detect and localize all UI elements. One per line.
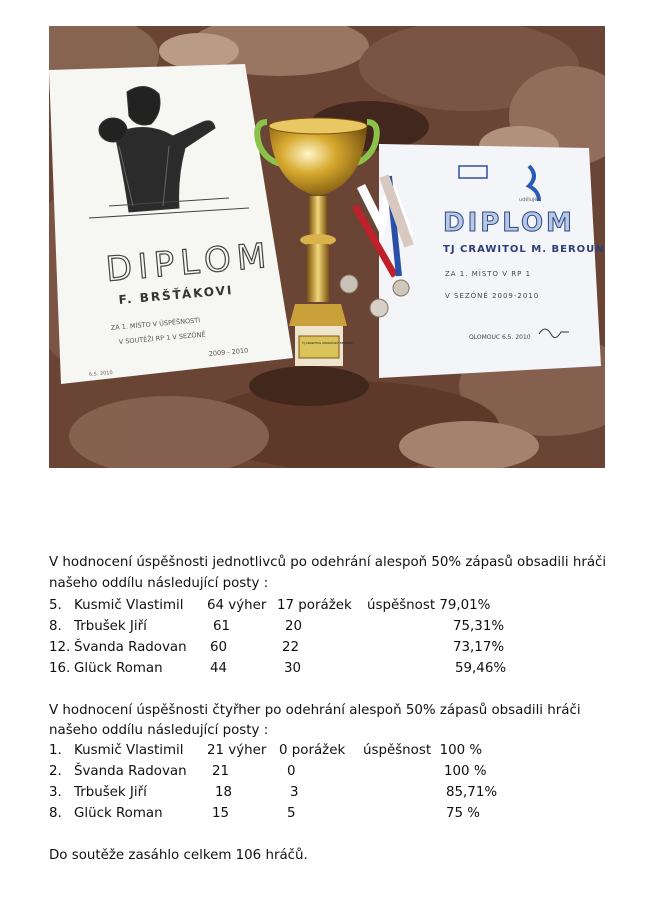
wins: 21 <box>212 764 230 779</box>
table-row <box>49 659 609 679</box>
table-row <box>49 638 609 658</box>
rank: 8. <box>49 806 62 821</box>
rank: 16. <box>49 661 71 676</box>
success-rate: 100 % <box>444 764 487 779</box>
section2-intro-line2: našeho oddílu následující posty : <box>49 723 269 738</box>
svg-text:V SOUTĚŽI RP 1 V SEZÓNĚ: V SOUTĚŽI RP 1 V SEZÓNĚ <box>118 330 206 346</box>
rank: 8. <box>49 619 62 634</box>
success-rate: úspěšnost 79,01% <box>367 598 491 613</box>
award-photo <box>49 26 605 468</box>
player-name: Trbušek Jiří <box>74 785 147 800</box>
losses: 0 porážek <box>279 743 346 758</box>
player-name: Glück Roman <box>74 806 163 821</box>
svg-text:V SEZÓNĚ 2009-2010: V SEZÓNĚ 2009-2010 <box>445 292 540 300</box>
section1-intro-line1: V hodnocení úspěšnosti jednotlivců po odehrání alespoň 50% zápasů obsadili hráči <box>49 555 607 570</box>
svg-text:DIPLOM: DIPLOM <box>443 208 575 238</box>
svg-text:ZA 1. MÍSTO V ÚSPĚŠNOSTI: ZA 1. MÍSTO V ÚSPĚŠNOSTI <box>110 316 201 332</box>
wins: 64 výher <box>207 598 267 613</box>
player-name: Kusmič Vlastimil <box>74 743 184 758</box>
svg-text:6.5. 2010: 6.5. 2010 <box>88 369 113 378</box>
svg-text:2009 - 2010: 2009 - 2010 <box>208 346 249 358</box>
footer-note: Do soutěže zasáhlo celkem 106 hráčů. <box>49 848 308 863</box>
wins: 44 <box>210 661 228 676</box>
section1-intro-line2: našeho oddílu následující posty : <box>49 576 269 591</box>
success-rate: 85,71% <box>446 785 498 800</box>
rank: 5. <box>49 598 62 613</box>
player-name: Švanda Radovan <box>74 764 187 779</box>
svg-text:TJ CRAWITOL MORAVSKÝ BEROUN: TJ CRAWITOL MORAVSKÝ BEROUN <box>302 341 353 345</box>
losses: 0 <box>287 764 296 779</box>
rank: 2. <box>49 764 62 779</box>
table-row <box>49 783 609 803</box>
rank: 3. <box>49 785 62 800</box>
table-row <box>49 804 609 824</box>
losses: 17 porážek <box>277 598 352 613</box>
wins: 21 výher <box>207 743 267 758</box>
svg-text:ZA 1. MÍSTO V RP 1: ZA 1. MÍSTO V RP 1 <box>445 270 532 278</box>
table-row <box>49 596 609 616</box>
section2-intro-line1: V hodnocení úspěšnosti čtyřher po odehrání alespoň 50% zápasů obsadili hráči <box>49 703 581 718</box>
wins: 60 <box>210 640 228 655</box>
wins: 18 <box>215 785 233 800</box>
success-rate: 75 % <box>446 806 481 821</box>
losses: 30 <box>284 661 302 676</box>
rank: 1. <box>49 743 62 758</box>
player-name: Kusmič Vlastimil <box>74 598 184 613</box>
table-row <box>49 762 609 782</box>
svg-text:uděluje: uděluje <box>519 197 538 203</box>
svg-text:F. BRŠŤÁKOVI: F. BRŠŤÁKOVI <box>118 283 234 307</box>
success-rate: 73,17% <box>453 640 505 655</box>
svg-text:OLOMOUC 6.5. 2010: OLOMOUC 6.5. 2010 <box>469 334 531 341</box>
table-row <box>49 617 609 637</box>
losses: 20 <box>285 619 303 634</box>
table-row <box>49 741 609 761</box>
losses: 22 <box>282 640 300 655</box>
player-name: Švanda Radovan <box>74 640 187 655</box>
success-rate: úspěšnost 100 % <box>363 743 483 758</box>
success-rate: 75,31% <box>453 619 505 634</box>
wins: 61 <box>213 619 231 634</box>
rank: 12. <box>49 640 71 655</box>
svg-text:TJ CRAWITOL M. BEROUN: TJ CRAWITOL M. BEROUN <box>443 244 605 255</box>
player-name: Glück Roman <box>74 661 163 676</box>
wins: 15 <box>212 806 230 821</box>
player-name: Trbušek Jiří <box>74 619 147 634</box>
svg-text:DIPLOM: DIPLOM <box>104 235 274 290</box>
success-rate: 59,46% <box>455 661 507 676</box>
losses: 5 <box>287 806 296 821</box>
losses: 3 <box>290 785 299 800</box>
